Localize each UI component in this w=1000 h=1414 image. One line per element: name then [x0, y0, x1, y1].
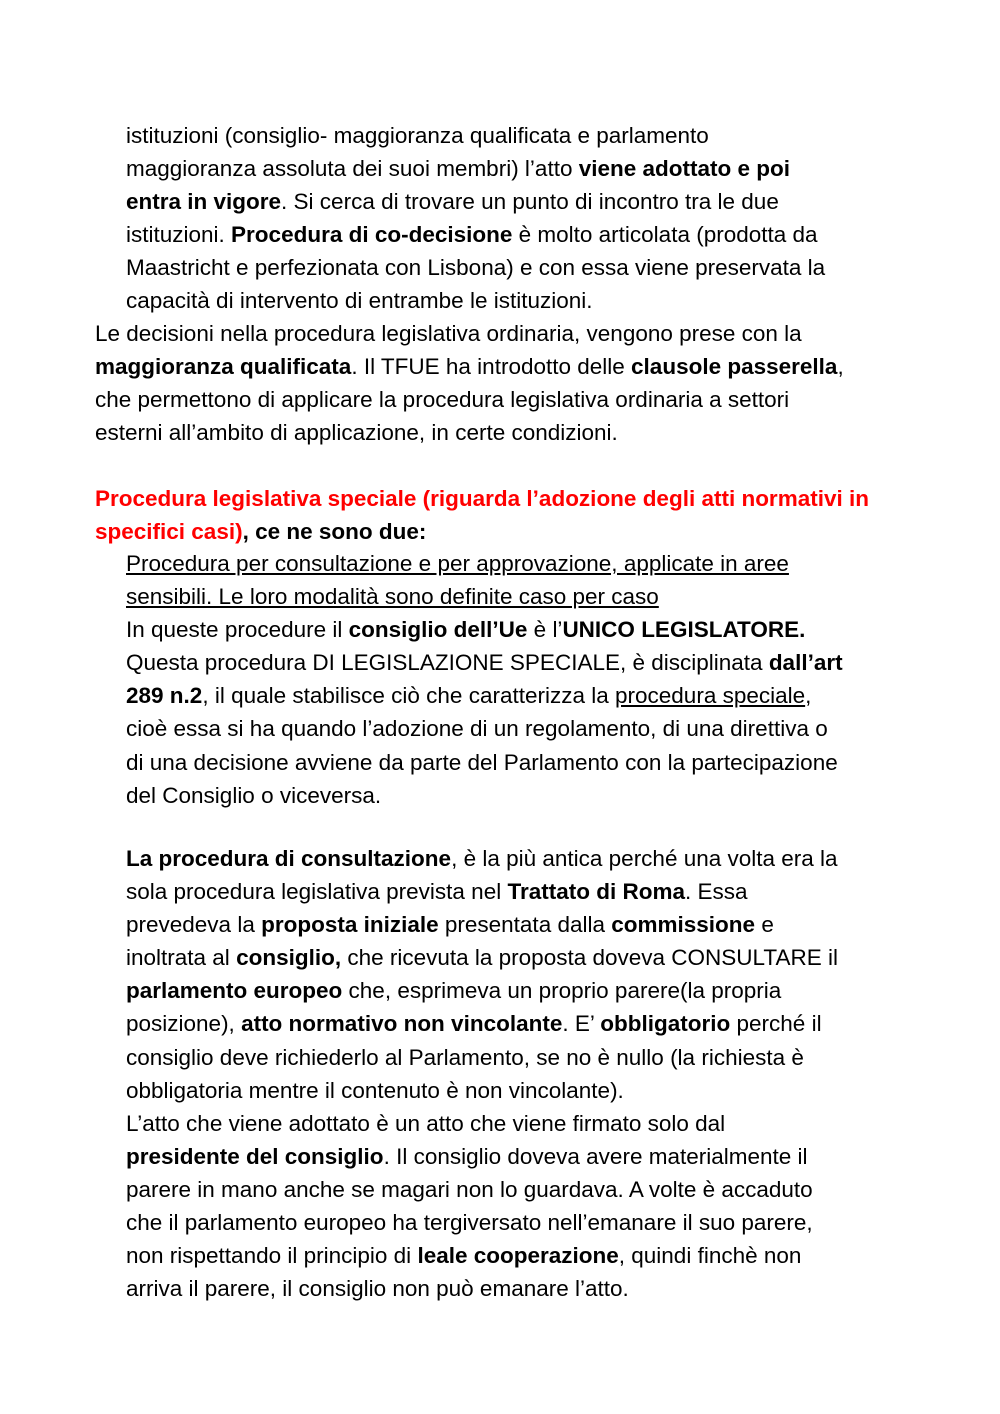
- text-line: [126, 746, 916, 779]
- text-span: , è la più antica perché una volta era la: [451, 846, 838, 871]
- text-span: L’atto che viene adottato è un atto che viene firmato solo dal: [126, 1110, 726, 1136]
- text-span: di una decisione avviene da parte del Parlamento con la partecipazione: [126, 749, 838, 775]
- text-span: . Si cerca di trovare un punto di incontro tra le due: [281, 189, 779, 215]
- red-heading-text: specifici casi): [95, 519, 243, 545]
- text-line: [126, 1272, 916, 1305]
- text-line: [126, 613, 916, 646]
- text-span: . Il consiglio doveva avere materialmente il: [383, 1143, 808, 1169]
- bold-text: proposta iniziale: [261, 912, 439, 938]
- text-line: [126, 1173, 916, 1206]
- text-line: [126, 646, 916, 679]
- bold-text: Trattato di Roma: [507, 879, 685, 905]
- bold-text: La procedura di consultazione: [126, 846, 452, 871]
- text-span: che ricevuta la proposta doveva CONSULTARE il: [341, 945, 838, 971]
- text-line: [126, 1239, 916, 1272]
- text-span: istituzioni (consiglio- maggioranza qualificata e parlamento: [126, 123, 709, 148]
- text-span: , il quale stabilisce ciò che caratterizza la: [202, 683, 616, 709]
- text-line: [126, 119, 916, 152]
- text-line: [126, 1007, 916, 1040]
- text-span: ,: [837, 354, 844, 380]
- bold-text: atto normativo non vincolante: [241, 1011, 563, 1037]
- text-span: che permettono di applicare la procedura legislativa ordinaria a settori: [95, 387, 790, 413]
- text-line: [126, 152, 916, 185]
- text-line: [126, 580, 916, 613]
- text-span: perché il: [730, 1011, 822, 1037]
- text-span: posizione),: [126, 1011, 242, 1037]
- text-span: che il parlamento europeo ha tergiversato nell’emanare il suo parere,: [126, 1210, 813, 1236]
- text-span: . Essa: [685, 879, 748, 905]
- text-span: e: [755, 912, 774, 938]
- text-line: [126, 875, 916, 908]
- text-span: consiglio deve richiederlo al Parlamento, se no è nullo (la richiesta è: [126, 1044, 804, 1070]
- text-span: Maastricht e perfezionata con Lisbona) e con essa viene preservata la: [126, 255, 826, 281]
- bold-text: dall’art: [768, 650, 843, 676]
- bold-text: Procedura di co-decisione: [231, 222, 513, 248]
- paragraph-co-decision: [126, 119, 916, 318]
- text-line: [126, 1140, 916, 1173]
- text-span: del Consiglio o viceversa.: [126, 782, 382, 808]
- text-span: . E’: [562, 1011, 601, 1037]
- bold-text: viene adottato e poi: [578, 156, 790, 182]
- text-line: [126, 779, 916, 812]
- text-line: [126, 1206, 916, 1239]
- underlined-text: sensibili. Le loro modalità sono definite caso per caso: [126, 584, 659, 610]
- bold-text: presidente del consiglio: [126, 1143, 384, 1169]
- paragraph-consultation-procedure: [126, 842, 916, 1305]
- text-span: inoltrata al: [126, 945, 237, 971]
- text-line: [126, 842, 916, 875]
- text-line: [126, 251, 916, 284]
- text-line: [126, 284, 916, 317]
- text-line: [126, 908, 916, 941]
- bold-text: UNICO LEGISLATORE.: [562, 617, 806, 643]
- paragraph-special-procedure: [126, 547, 916, 812]
- section-heading: [95, 482, 925, 548]
- bold-text: consiglio,: [236, 945, 342, 971]
- bold-text: consiglio dell’Ue: [348, 617, 528, 643]
- text-line: [95, 515, 925, 548]
- text-span: non rispettando il principio di: [126, 1243, 418, 1269]
- text-line: [126, 941, 916, 974]
- text-span: parere in mano anche se magari non lo guardava. A volte è accaduto: [126, 1176, 813, 1202]
- text-line: [126, 974, 916, 1007]
- text-line: [126, 547, 916, 580]
- bold-text: clausole passerella: [631, 354, 838, 380]
- text-span: obbligatoria mentre il contenuto è non vincolante).: [126, 1077, 624, 1103]
- text-span: è l’: [527, 617, 563, 643]
- text-line: [95, 317, 925, 350]
- underlined-text: procedura speciale: [615, 683, 806, 709]
- bold-text: leale cooperazione: [417, 1243, 619, 1269]
- text-span: Questa procedura DI LEGISLAZIONE SPECIALE, è disciplinata: [126, 650, 769, 676]
- underlined-text: Procedura per consultazione e per approvazione, applicate in aree: [126, 551, 789, 576]
- text-span: capacità di intervento di entrambe le istituzioni.: [126, 288, 593, 314]
- text-line: [126, 1074, 916, 1107]
- text-span: istituzioni.: [126, 222, 232, 248]
- text-line: [95, 350, 925, 383]
- paragraph-qualified-majority: [95, 317, 925, 449]
- text-span: cioè essa si ha quando l’adozione di un regolamento, di una direttiva o: [126, 716, 828, 742]
- text-span: sola procedura legislativa prevista nel: [126, 879, 508, 905]
- text-line: [126, 185, 916, 218]
- red-heading-text: Procedura legislativa speciale (riguarda l’adozione degli atti normativi in: [95, 486, 869, 511]
- bold-text: commissione: [611, 912, 756, 938]
- text-span: prevedeva la: [126, 912, 262, 938]
- text-line: [95, 482, 925, 515]
- text-span: Le decisioni nella procedura legislativa ordinaria, vengono prese con la: [95, 321, 802, 346]
- text-span: ,: [805, 683, 812, 709]
- bold-text: 289 n.2: [126, 683, 203, 709]
- bold-text: parlamento europeo: [126, 978, 343, 1004]
- text-span: esterni all’ambito di applicazione, in certe condizioni.: [95, 420, 618, 446]
- text-span: . Il TFUE ha introdotto delle: [351, 354, 632, 380]
- text-line: [95, 416, 925, 449]
- text-line: [95, 383, 925, 416]
- text-span: maggioranza assoluta dei suoi membri) l’atto: [126, 156, 579, 182]
- text-line: [126, 679, 916, 712]
- bold-text: entra in vigore: [126, 189, 282, 215]
- text-span: presentata dalla: [438, 912, 612, 938]
- bold-text: , ce ne sono due:: [242, 519, 427, 545]
- bold-text: maggioranza qualificata: [95, 354, 352, 380]
- text-line: [126, 712, 916, 745]
- text-span: è molto articolata (prodotta da: [512, 222, 818, 248]
- text-span: arriva il parere, il consiglio non può emanare l’atto.: [126, 1276, 629, 1302]
- text-span: , quindi finchè non: [618, 1243, 802, 1269]
- bold-text: obbligatorio: [600, 1011, 731, 1037]
- text-span: che, esprimeva un proprio parere(la propria: [342, 978, 782, 1004]
- text-span: In queste procedure il: [126, 617, 349, 643]
- text-line: [126, 1107, 916, 1140]
- text-line: [126, 1041, 916, 1074]
- text-line: [126, 218, 916, 251]
